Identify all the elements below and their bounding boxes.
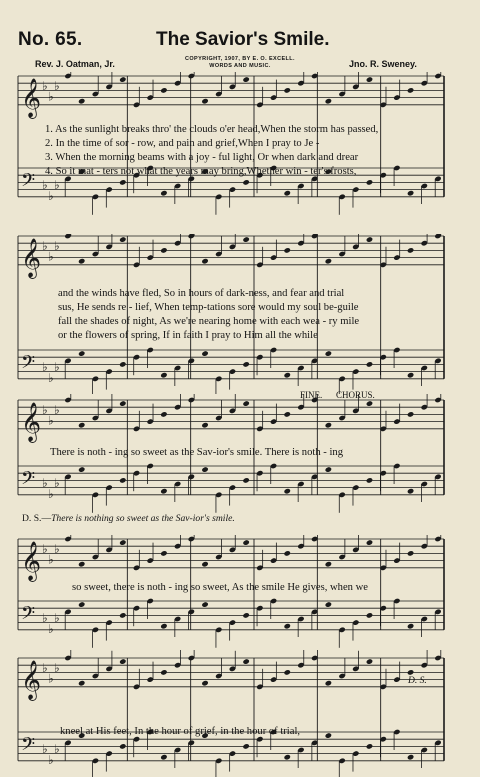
- treble-clef-icon: 𝄞: [21, 659, 42, 700]
- hymn-title: The Savior's Smile.: [156, 29, 330, 50]
- flat-icon: ♭: [54, 402, 60, 417]
- bass-staff: [18, 347, 444, 394]
- flat-icon: ♭: [54, 611, 60, 625]
- verse-2-line-b: sus, He sends re - lief, When temp-tations sore would my soul be-guile: [58, 302, 359, 313]
- verse-1-line-b: and the winds have fled, So in hours of dark-ness, and fear and trial: [58, 288, 345, 299]
- treble-clef-icon: 𝄞: [21, 540, 42, 581]
- flat-icon: ♭: [54, 78, 60, 93]
- treble-clef-icon: 𝄞: [21, 401, 42, 442]
- treble-staff: [18, 72, 444, 119]
- flat-icon: ♭: [54, 660, 60, 675]
- bass-clef-icon: 𝄢: [21, 352, 36, 378]
- flat-icon: ♭: [48, 671, 54, 686]
- verse-4-line-a: 4. So it mat - ters not what the years may bring,Whether win - ter's frosts,: [45, 166, 357, 177]
- bass-staff: [18, 463, 444, 513]
- chorus-line-2: so sweet, there is noth - ing so sweet, As the smile He gives, when we: [72, 582, 368, 593]
- flat-icon: ♭: [48, 552, 54, 567]
- flat-icon: ♭: [54, 476, 60, 490]
- chorus-marking: CHORUS.: [336, 390, 375, 400]
- composer-credit: Jno. R. Sweney.: [349, 59, 417, 69]
- author-credit: Rev. J. Oatman, Jr.: [35, 59, 115, 69]
- flat-icon: ♭: [42, 178, 48, 192]
- flat-icon: ♭: [54, 178, 60, 192]
- treble-staff: [18, 394, 444, 443]
- flat-icon: ♭: [54, 541, 60, 556]
- flat-icon: ♭: [48, 752, 54, 767]
- ds-text: There is nothing so sweet as the Sav-ior's smile.: [51, 513, 235, 524]
- music-system-4: [14, 535, 448, 655]
- flat-icon: ♭: [42, 476, 48, 490]
- treble-staff: [18, 650, 444, 701]
- flat-icon: ♭: [42, 742, 48, 756]
- flat-icon: ♭: [54, 360, 60, 374]
- flat-icon: ♭: [42, 78, 48, 93]
- words-and-music-line: WORDS AND MUSIC.: [209, 63, 271, 69]
- flat-icon: ♭: [42, 611, 48, 625]
- flat-icon: ♭: [42, 402, 48, 417]
- bass-clef-icon: 𝄢: [21, 734, 36, 760]
- flat-icon: ♭: [42, 360, 48, 374]
- verse-4-line-b: or the flowers of spring, If in faith I pray to Him all the while: [58, 330, 318, 341]
- flat-icon: ♭: [48, 486, 54, 501]
- flat-icon: ♭: [48, 249, 54, 264]
- treble-staff: [18, 535, 444, 582]
- flat-icon: ♭: [42, 541, 48, 556]
- verse-2-line-a: 2. In the time of sor - row, and pain and grief,When I pray to Je -: [45, 138, 320, 149]
- flat-icon: ♭: [54, 742, 60, 756]
- treble-clef-icon: 𝄞: [21, 77, 42, 118]
- fine-marking: FINE.: [300, 390, 323, 400]
- bass-clef-icon: 𝄢: [21, 170, 36, 196]
- ds-instruction: [22, 513, 235, 524]
- flat-icon: ♭: [48, 89, 54, 104]
- flat-icon: ♭: [48, 188, 54, 203]
- ds-prefix: D. S.—: [22, 513, 52, 524]
- chorus-line-1: There is noth - ing so sweet as the Sav-ior's smile. There is noth - ing: [50, 447, 343, 458]
- copyright-line: COPYRIGHT, 1907, BY E. O. EXCELL.: [185, 56, 295, 62]
- chorus-line-3: kneel at His feet, In the hour of grief, in the hour of trial,: [60, 726, 301, 737]
- flat-icon: ♭: [48, 621, 54, 636]
- flat-icon: ♭: [54, 238, 60, 253]
- flat-icon: ♭: [48, 413, 54, 428]
- verse-3-line-b: fall the shades of night, As we're nearing home with each wea - ry mile: [58, 316, 360, 327]
- flat-icon: ♭: [42, 660, 48, 675]
- flat-icon: ♭: [42, 238, 48, 253]
- flat-icon: ♭: [48, 370, 54, 385]
- bass-clef-icon: 𝄢: [21, 603, 36, 629]
- bass-staff: [18, 598, 444, 648]
- bass-clef-icon: 𝄢: [21, 468, 36, 494]
- hymn-number: No. 65.: [18, 29, 83, 50]
- treble-clef-icon: 𝄞: [21, 237, 42, 278]
- music-system-5: [14, 650, 448, 777]
- ds-end-marking: D. S.: [408, 676, 427, 686]
- music-system-2: [14, 234, 448, 394]
- verse-1-line-a: 1. As the sunlight breaks thro' the clouds o'er head,When the storm has passed,: [45, 124, 379, 135]
- treble-staff: [18, 234, 444, 279]
- verse-3-line-a: 3. When the morning beams with a joy - ful light, Or when dark and drear: [45, 152, 359, 163]
